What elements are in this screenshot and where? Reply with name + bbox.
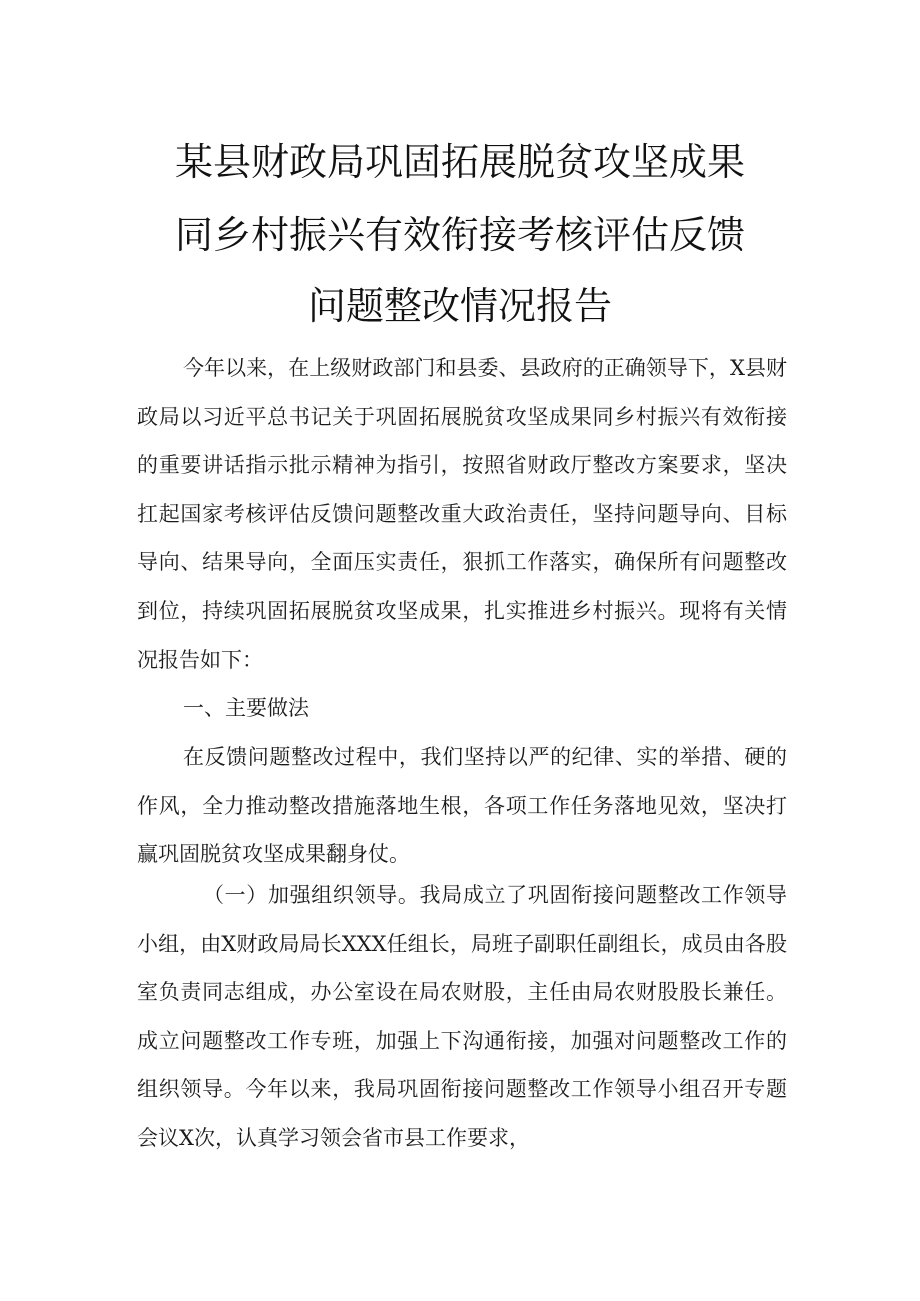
section-heading-main-practices: 一、主要做法 [183,696,309,720]
section-intro-paragraph: 在反馈问题整改过程中，我们坚持以严的纪律、实的举措、硬的作风，全力推动整改措施落地生根，各项工作任务落地见效，坚决打赢巩固脱贫攻坚成果翻身仗。 [137,745,787,867]
document-title-line-2: 同乡村振兴有效衔接考核评估反馈 [174,213,745,257]
document-title-line-3: 问题整改情况报告 [307,284,612,328]
intro-paragraph: 今年以来，在上级财政部门和县委、县政府的正确领导下，X县财政局以习近平总书记关于巩固拓展脱贫攻坚成果同乡村振兴有效衔接的重要讲话指示批示精神为指引，按照省财政厅整改方案要求，坚决扛起国家考核评估反馈问题整改重大政治责任，坚持问题导向、目标导向、结果导向，全面压实责任，狠抓工作落实，确保所有问题整改到位，持续巩固拓展脱贫攻坚成果，扎实推进乡村振兴。现将有关情况报告如下： [137,356,787,672]
subsection-organization-paragraph: （一）加强组织领导。我局成立了巩固衔接问题整改工作领导小组，由X财政局局长XXX任组长，局班子副职任副组长，成员由各股室负责同志组成，办公室设在局农财股，主任由局农财股股长兼任。成立问题整改工作专班，加强上下沟通衔接，加强对问题整改工作的组织领导。今年以来，我局巩固衔接问题整改工作领导小组召开专题会议X次，认真学习领会省市县工作要求， [137,883,787,1150]
document-title-line-1: 某县财政局巩固拓展脱贫攻坚成果 [174,140,745,184]
